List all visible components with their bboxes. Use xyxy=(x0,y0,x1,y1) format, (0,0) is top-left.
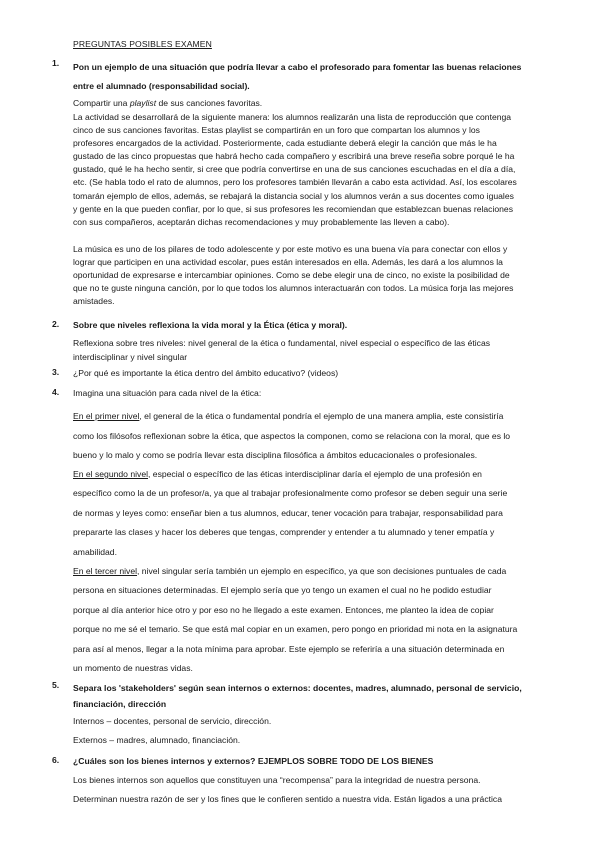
question-1 xyxy=(73,58,564,96)
paragraph-line: persona en situaciones determinadas. El ejemplo sería que yo tengo un examen el cual no he podido estudiar xyxy=(73,585,492,596)
question-line: entre el alumnado (responsabilidad social). xyxy=(73,81,250,91)
level-text: , especial o específico de las éticas interdisciplinar daría el ejemplo de una profesión en xyxy=(148,469,482,479)
level-label: En el segundo nivel xyxy=(73,469,149,479)
level-text: , el general de la ética o fundamental pondría el ejemplo de una manera amplia, este consistiría xyxy=(139,411,504,421)
level-1-paragraph xyxy=(73,407,564,466)
level-label: En el primer nivel xyxy=(73,411,140,421)
paragraph-line: bueno y lo malo y como se podría llevar esta disciplina filosófica a ámbitos educacionales o profesionales. xyxy=(73,450,478,460)
question-number: 5. xyxy=(52,680,60,690)
paragraph-line: profesores encargados de la actividad. Posteriormente, cada estudiante deberá elegir la canción que más le ha xyxy=(73,138,497,149)
paragraph-line: de normas y leyes como: enseñar bien a tus alumnos, educar, tener vocación para trabajar, responsabilidad para xyxy=(73,507,503,518)
paragraph-line: y gente en la que pueden confiar, por lo que, si sus profesores les recomiendan que establezcan buenas relaciones xyxy=(73,203,514,214)
question-4: Imagina una situación para cada nivel de la ética: xyxy=(73,388,262,398)
answer-paragraph xyxy=(73,111,564,229)
question-line: Pon un ejemplo de una situación que podría llevar a cabo el profesorado para fomentar las buenas relaciones xyxy=(73,62,522,72)
question-5 xyxy=(73,680,564,712)
paragraph-line: porque no me sé el temario. Se que está mal copiar en un examen, pero pongo en prioridad mi nota en la asignatura xyxy=(73,624,518,635)
page-title: PREGUNTAS POSIBLES EXAMEN xyxy=(73,39,212,49)
paragraph-line: lograr que participen en una actividad escolar, pues están interesados en ella. Además, les dará a los alumnos la xyxy=(73,257,503,268)
paragraph-line: etc. (Se habla todo el rato de alumnos, pero los profesores también llevarán a cabo esta actividad. Así, los escolares xyxy=(73,177,517,188)
question-number: 2. xyxy=(52,319,60,329)
paragraph-line: gustado de las cinco propuestas que habrá hecho cada compañero y escribirá una breve reseña sobre porqué le ha xyxy=(73,151,515,162)
paragraph-line xyxy=(73,407,564,427)
question-number: 1. xyxy=(52,58,60,68)
paragraph-line: Los bienes internos son aquellos que constituyen una “recompensa” para la integridad de nuestra persona. xyxy=(73,775,481,785)
level-label: En el tercer nivel xyxy=(73,566,138,576)
question-line: financiación, dirección xyxy=(73,699,167,709)
paragraph-line: amabilidad. xyxy=(73,546,117,557)
answer-heading-italic: playlist xyxy=(129,98,157,108)
paragraph-line: para así al menos, llegar a la nota mínima para aprobar. Este ejemplo se referiría a una situación determinada en xyxy=(73,643,505,654)
paragraph-line xyxy=(73,562,564,581)
answer-heading-text: de sus canciones favoritas. xyxy=(156,98,263,108)
paragraph-line: interdisciplinar y nivel singular xyxy=(73,352,188,362)
paragraph-line: tomarán ejemplo de ellos, además, se rebajará la distancia social y los alumnos verán a sus docentes como iguales xyxy=(73,190,514,201)
paragraph-line: Reflexiona sobre tres niveles: nivel general de la ética o fundamental, nivel especial o específico de las éticas xyxy=(73,338,491,348)
answer-heading xyxy=(73,97,564,110)
paragraph-line xyxy=(73,465,564,484)
paragraph-line: La actividad se desarrollará de la siguiente manera: los alumnos realizarán una lista de reproducción que contenga xyxy=(73,112,512,122)
question-3: ¿Por qué es importante la ética dentro del ámbito educativo? (videos) xyxy=(73,368,339,378)
question-number: 3. xyxy=(52,367,60,377)
paragraph-line: un momento de nuestras vidas. xyxy=(73,663,193,674)
paragraph-line: oportunidad de expresarse e intercambiar opiniones. Como se debe elegir una de cinco, no existe la posibilidad de xyxy=(73,270,510,281)
answer-paragraph xyxy=(73,771,564,809)
internos-line: Internos – docentes, personal de servicio, dirección. xyxy=(73,716,272,726)
paragraph-line: como los filósofos reflexionan sobre la ética, que aspectos la componen, como se relaciona con la moral, que es lo xyxy=(73,430,511,441)
paragraph-line: específico como la de un profesor/a, ya que al trabajar profesionalmente como profesor se deben seguir una serie xyxy=(73,488,508,499)
level-text: , nivel singular sería también un ejemplo en específico, ya que son decisiones puntuales de cada xyxy=(137,566,507,576)
question-number: 4. xyxy=(52,387,60,397)
paragraph-line: Determinan nuestra razón de ser y los fines que le confieren sentido a nuestra vida. Están ligados a una práctica xyxy=(73,794,502,804)
paragraph-line: que no te guste ninguna canción, por lo que todos los alumnos interactuarán con todos. La música forja las mejores xyxy=(73,283,514,294)
paragraph-line: cinco de sus canciones favoritas. Estas playlist se compartirán en un foro que compartan los alumnos y los xyxy=(73,125,480,136)
paragraph-line: gustado, qué le ha hecho sentir, si cree que podría convertirse en una de sus canciones escuchadas en el día a día, xyxy=(73,164,516,175)
level-2-paragraph xyxy=(73,465,564,562)
answer-heading-text: Compartir una xyxy=(73,98,130,108)
answer-paragraph xyxy=(73,243,564,308)
paragraph-line: prepararte las clases y hacer los deberes que tengas, comprender y entender a tu alumnado y tener empatía y xyxy=(73,527,495,538)
answer-paragraph xyxy=(73,336,564,364)
paragraph-line: con sus compañeros, aceptarán dichas recomendaciones y muy probablemente las lleven a cabo). xyxy=(73,216,450,227)
question-number: 6. xyxy=(52,755,60,765)
paragraph-line: La música es uno de los pilares de todo adolescente y por este motivo es una buena vía para conectar con ellos y xyxy=(73,244,508,254)
question-line: Separa los 'stakeholders' según sean internos o externos: docentes, madres, alumnado, personal de servicio, xyxy=(73,683,522,693)
externos-line: Externos – madres, alumnado, financiación. xyxy=(73,735,241,745)
paragraph-line: porque al día anterior hice otro y por eso no he llegado a este examen. Entonces, me planteo la idea de copiar xyxy=(73,604,494,615)
paragraph-line: amistades. xyxy=(73,296,115,307)
question-6: ¿Cuáles son los bienes internos y externos? EJEMPLOS SOBRE TODO DE LOS BIENES xyxy=(73,756,434,766)
level-3-paragraph xyxy=(73,562,564,678)
question-2: Sobre que niveles reflexiona la vida moral y la Ética (ética y moral). xyxy=(73,320,348,330)
